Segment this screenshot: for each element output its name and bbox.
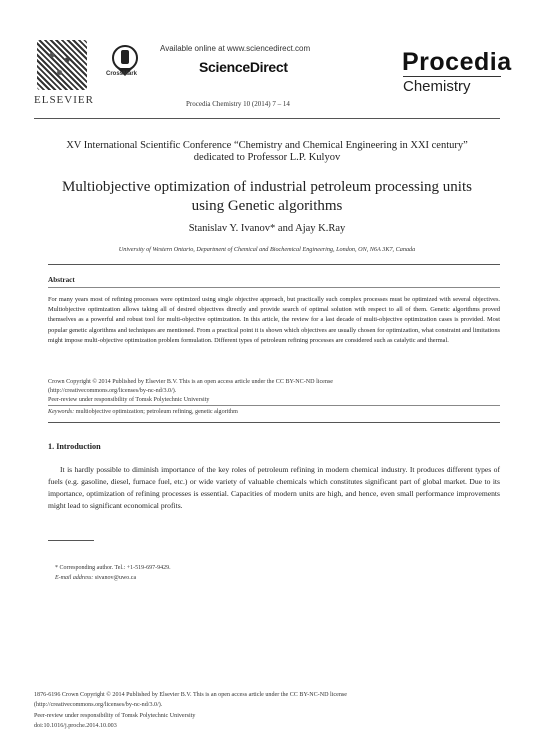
- authors: Stanislav Y. Ivanov* and Ajay K.Ray: [188, 223, 346, 234]
- conference-line-2: dedicated to Professor L.P. Kulyov: [193, 152, 341, 163]
- keywords-rule: [48, 405, 500, 406]
- bottom-publication-info: [34, 690, 500, 732]
- article-title: [34, 178, 500, 216]
- abstract-copyright: [48, 378, 500, 405]
- abstract-heading: Abstract: [48, 276, 75, 284]
- sciencedirect-logo[interactable]: ScienceDirect: [199, 59, 288, 75]
- conference-line-1: XV International Scientific Conference “Chemistry and Chemical Engineering in XXI century”: [66, 140, 468, 151]
- footnote-rule: [48, 540, 94, 541]
- footnote: [55, 563, 171, 583]
- keywords-label: Keywords:: [48, 409, 75, 415]
- conference-info: [34, 140, 500, 164]
- issn-copyright-line: 1876-6196 Crown Copyright © 2014 Published by Elsevier B.V. This is an open access article under the CC BY-NC-ND license: [34, 692, 347, 698]
- abstract-head-rule: [48, 287, 500, 288]
- introduction-paragraph: It is hardly possible to diminish importance of the key roles of petroleum refining in modern chemical industry. It produces different types of fuels (e.g. gasoline, diesel, furnace fuel, etc.) or wide variety of valuable chemicals which constitutes significant part of global market. Due to its importance, optimization of refining processes is essential. Capacities of modern units are high, and hence, even small performance improvements might lead to significant economical profits.: [48, 465, 500, 510]
- brand-divider: [403, 76, 501, 77]
- bottom-license-link[interactable]: (http://creativecommons.org/licenses/by-nc-nd/3.0/).: [34, 702, 163, 709]
- peer-review-line: Peer-review under responsibility of Tomsk Polytechnic University: [48, 396, 210, 403]
- email-address[interactable]: sivanov@uwo.ca: [93, 575, 137, 581]
- article-title-line-2: using Genetic algorithms: [191, 198, 343, 214]
- header-rule: [34, 118, 500, 119]
- email-line: [55, 573, 171, 583]
- doi[interactable]: doi:10.1016/j.proche.2014.10.003: [34, 723, 117, 730]
- keywords: [48, 409, 238, 415]
- affiliation: University of Western Ontario, Department of Chemical and Biochemical Engineering, London, ON, N6A 3K7, Canada: [118, 246, 416, 253]
- abstract-bottom-rule: [48, 422, 500, 423]
- journal-brand-procedia: Procedia: [402, 48, 512, 76]
- corresponding-author: * Corresponding author. Tel.: +1-519-697-9429.: [55, 565, 171, 571]
- copyright-line: Crown Copyright © 2014 Published by Elsevier B.V. This is an open access article under the CC BY-NC-ND license: [48, 379, 334, 385]
- bottom-peer-review: Peer-review under responsibility of Tomsk Polytechnic University: [34, 712, 196, 719]
- article-title-line-1: Multiobjective optimization of industrial petroleum processing units: [62, 179, 472, 195]
- journal-brand-chemistry: Chemistry: [403, 78, 471, 95]
- section-heading-introduction: 1. Introduction: [48, 442, 101, 451]
- email-label: E-mail address:: [55, 575, 94, 581]
- license-link[interactable]: (http://creativecommons.org/licenses/by-nc-nd/3.0/).: [48, 387, 177, 394]
- publisher-name: ELSEVIER: [34, 94, 94, 106]
- abstract-top-rule: [48, 264, 500, 265]
- journal-reference: Procedia Chemistry 10 (2014) 7 – 14: [186, 100, 290, 108]
- keywords-text: multiobjective optimization; petroleum refining, genetic algorithm: [74, 409, 238, 415]
- elsevier-tree-logo: [34, 40, 90, 102]
- available-online-text: Available online at www.sciencedirect.com: [160, 44, 311, 53]
- crossmark-label: CrossMark: [106, 71, 138, 77]
- abstract-text: For many years most of refining processes were optimized using single objective approach, but practically such complex processes must be optimized with several objectives. Multiobjective optimization allows taking all of desired objectives directly and provide search of optimal solution with respect to all of them. Genetic algorithms proved themselves as a powerful and robust tool for multi-objective optimization. In this article, the review for a last decade of multi-objective optimization cases is provided. Most popular genetic algorithms and techniques are mentioned. From a practical point it is shown which objectives are usually chosen for optimization, what constraint and limitations might impose multi-objective optimization problem formulation. Different types of petroleum refining processes are considered such as catalytic and thermal.: [48, 296, 500, 344]
